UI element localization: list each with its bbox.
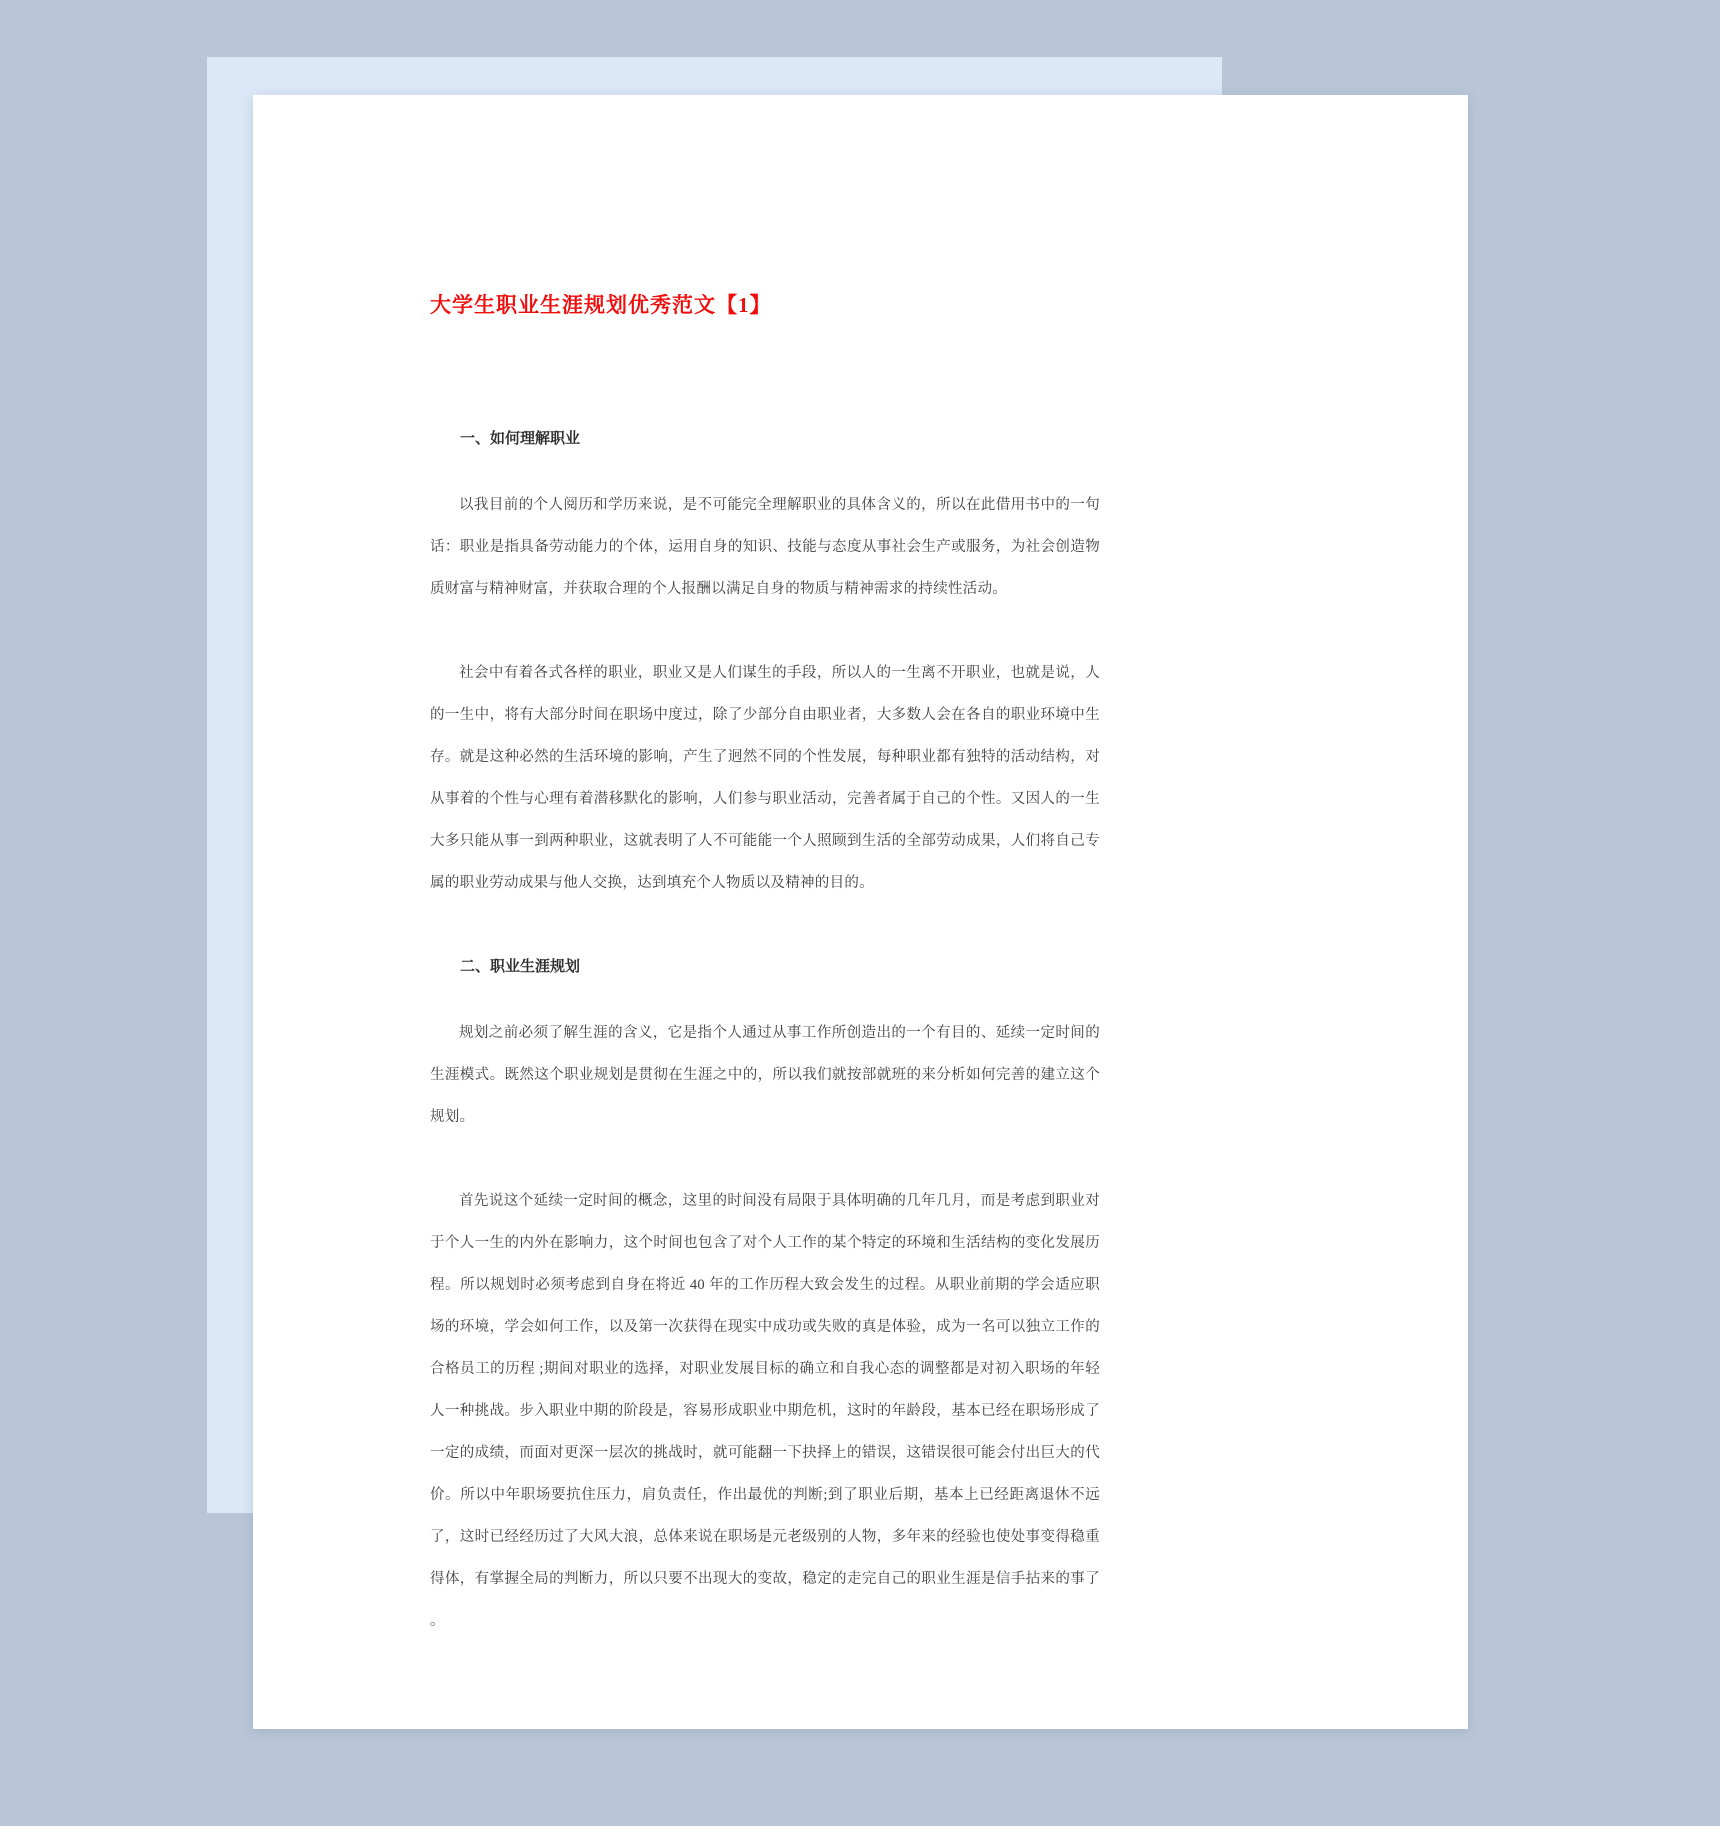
paragraph-career-stages: 首先说这个延续一定时间的概念，这里的时间没有局限于具体明确的几年几月，而是考虑到职业对于个人一生的内外在影响力，这个时间也包含了对个人工作的某个特定的环境和生活结构的变化发展历程。所以规划时必须考虑到自身在将近 40 年的工作历程大致会发生的过程。从职业前期的学会适应职场的环境，学会如何工作，以及第一次获得在现实中成功或失败的真是体验，成为一名可以独立工作的合格员工的历程 ;期间对职业的选择，对职业发展目标的确立和自我心态的调整都是对初入职场的年轻人一种挑战。步入职业中期的阶段是，容易形成职业中期危机，这时的年龄段，基本已经在职场形成了一定的成绩，而面对更深一层次的挑战时，就可能翻一下抉择上的错误，这错误很可能会付出巨大的代价。所以中年职场要抗住压力，肩负责任，作出最优的判断;到了职业后期，基本上已经距离退休不远了，这时已经经历过了大风大浪，总体来说在职场是元老级别的人物，多年来的经验也使处事变得稳重得体，有掌握全局的判断力，所以只要不出现大的变故，稳定的走完自己的职业生涯是信手拈来的事了 。: [430, 1193, 1100, 1629]
document-title: 大学生职业生涯规划优秀范文【1】: [430, 293, 772, 317]
paragraph-career-planning-meaning: 规划之前必须了解生涯的含义，它是指个人通过从事工作所创造出的一个有目的、延续一定时间的生涯模式。既然这个职业规划是贯彻在生涯之中的，所以我们就按部就班的来分析如何完善的建立这个规划。: [430, 1025, 1100, 1125]
section-heading-1: 一、如何理解职业: [460, 431, 581, 447]
section-heading-2: 二、职业生涯规划: [460, 959, 581, 975]
document-page: [253, 95, 1468, 1729]
paragraph-understanding-career-definition: 以我目前的个人阅历和学历来说，是不可能完全理解职业的具体含义的，所以在此借用书中的一句话：职业是指具备劳动能力的个体，运用自身的知识、技能与态度从事社会生产或服务，为社会创造物质财富与精神财富，并获取合理的个人报酬以满足自身的物质与精神需求的持续性活动。: [430, 497, 1100, 597]
paragraph-careers-in-society: 社会中有着各式各样的职业，职业又是人们谋生的手段，所以人的一生离不开职业，也就是说，人的一生中，将有大部分时间在职场中度过，除了少部分自由职业者，大多数人会在各自的职业环境中生存。就是这种必然的生活环境的影响，产生了迥然不同的个性发展，每种职业都有独特的活动结构，对从事着的个性与心理有着潜移默化的影响，人们参与职业活动，完善者属于自己的个性。又因人的一生大多只能从事一到两种职业，这就表明了人不可能能一个人照顾到生活的全部劳动成果，人们将自己专属的职业劳动成果与他人交换，达到填充个人物质以及精神的目的。: [430, 665, 1100, 891]
